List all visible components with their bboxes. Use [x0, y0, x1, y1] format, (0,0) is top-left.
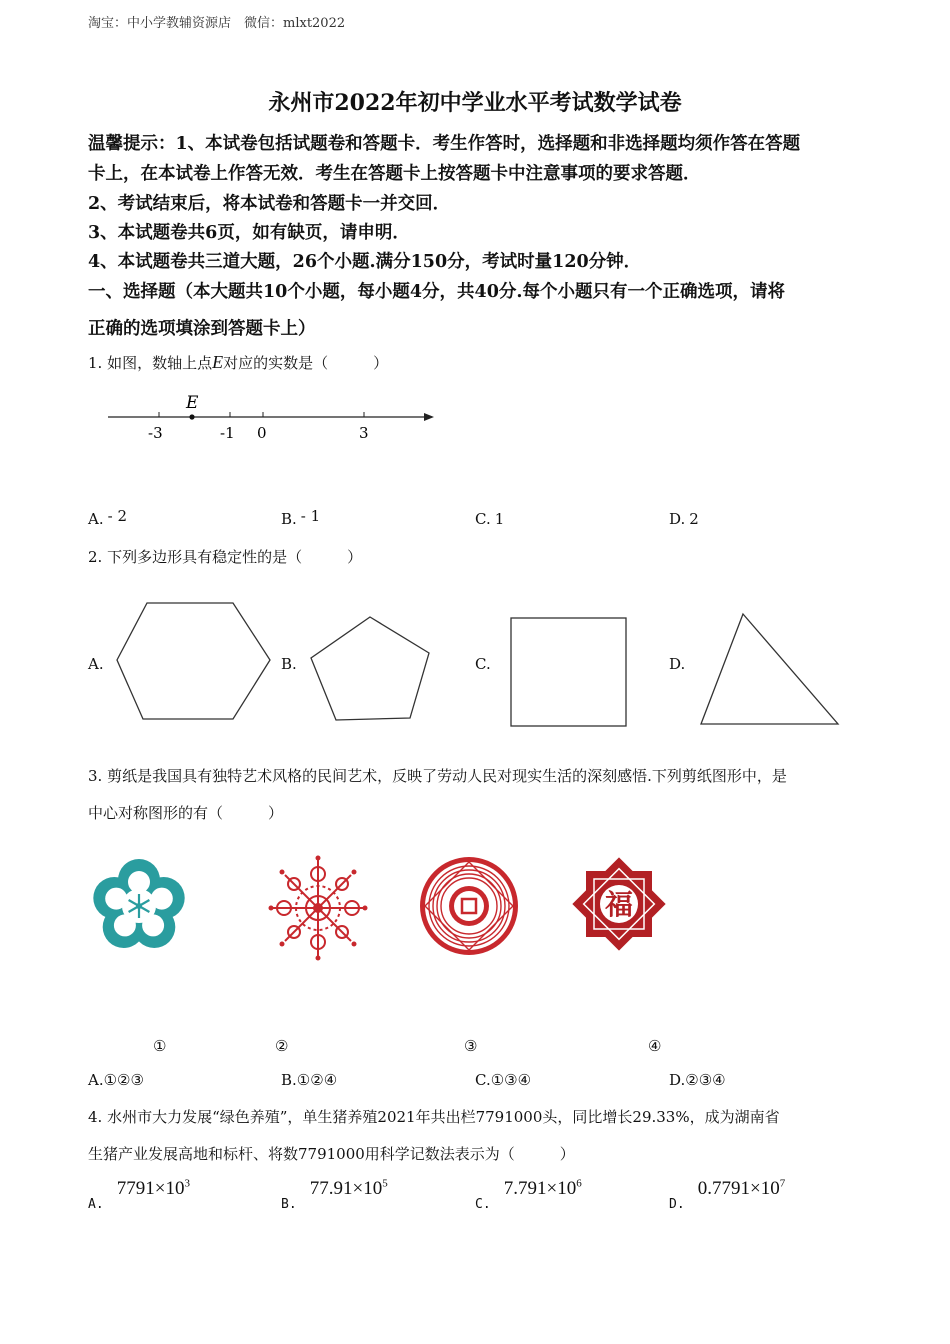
- option-letter: C.: [475, 510, 491, 528]
- q4-option-d[interactable]: [669, 1178, 786, 1213]
- papercut-red-medallion: [417, 854, 521, 958]
- tick-label: -1: [220, 424, 235, 442]
- point-e-label: E: [186, 393, 199, 413]
- option-letter: D.: [669, 1071, 686, 1089]
- option-value: ②③④: [685, 1071, 726, 1089]
- arrow-head-icon: [424, 413, 434, 421]
- q3-option-d[interactable]: [669, 1071, 726, 1089]
- option-value: ①②③: [103, 1071, 144, 1089]
- option-letter: A.: [88, 510, 104, 528]
- option-letter: B.: [281, 510, 297, 528]
- q1-option-d[interactable]: [669, 510, 699, 528]
- tick-label: 0: [257, 424, 267, 442]
- option-value: ①③④: [490, 1071, 532, 1089]
- q4-option-c[interactable]: [475, 1178, 582, 1213]
- notes-line-5: 4、本试题卷共三道大题，26个小题.满分150分，考试时量120分钟．: [88, 252, 642, 272]
- option-letter: B.: [281, 1197, 297, 1213]
- fu-character: 福: [604, 888, 634, 921]
- option-value: $0.7791\times 10^7$: [697, 1178, 786, 1200]
- page-header: 淘宝：中小学教辅资源店 微信：mlxt2022: [88, 16, 346, 31]
- option-value: $77.91\times 10^5$: [309, 1178, 388, 1200]
- q2-option-c-letter[interactable]: C.: [475, 655, 491, 673]
- question-1-stem: [88, 352, 388, 373]
- papercut-plum-blossom: [88, 856, 190, 956]
- notes-line-3: 2、考试结束后，将本试卷和答题卡一并交回．: [88, 194, 451, 214]
- triangle-shape: [701, 614, 838, 724]
- option-value: $7791\times 10^3$: [116, 1178, 190, 1200]
- question-3-stem-line-2: 中心对称图形的有（ ）: [88, 804, 284, 822]
- option-letter: B.: [281, 1071, 297, 1089]
- option-letter: C.: [475, 1071, 491, 1089]
- q4-option-b[interactable]: [281, 1178, 388, 1213]
- q1-option-a[interactable]: [88, 507, 127, 528]
- figure-label-2: ②: [275, 1037, 289, 1055]
- question-4-stem-line-2: 生猪产业发展高地和标杆、将数7791000用科学记数法表示为（ ）: [88, 1145, 575, 1163]
- q2-option-d-letter[interactable]: D.: [669, 655, 686, 673]
- figure-label-3: ③: [464, 1037, 478, 1055]
- q3-option-b[interactable]: [281, 1071, 337, 1089]
- option-value: ①②④: [296, 1071, 338, 1089]
- option-value: 2: [689, 510, 699, 528]
- tick-label: 3: [359, 424, 369, 442]
- option-letter: D.: [669, 1197, 685, 1213]
- q4-option-a[interactable]: [88, 1178, 190, 1213]
- option-value: $7.791\times 10^6$: [503, 1178, 582, 1200]
- number-line-figure: [100, 388, 445, 448]
- option-letter: D.: [669, 510, 686, 528]
- papercut-fu-octagram: [571, 856, 667, 952]
- square-shape: [511, 618, 626, 726]
- polygon-figures: [0, 590, 950, 740]
- q2-option-b-letter[interactable]: B.: [281, 655, 297, 673]
- q2-option-a-letter[interactable]: A.: [88, 655, 104, 673]
- notes-line-1: 温馨提示：1、本试卷包括试题卷和答题卡．考生作答时，选择题和非选择题均须作答在答题: [88, 134, 801, 154]
- point-e-dot: [189, 414, 194, 419]
- question-3-stem-line-1: 3. 剪纸是我国具有独特艺术风格的民间艺术，反映了劳动人民对现实生活的深刻感悟.下列剪纸图形中，是: [88, 767, 787, 785]
- question-4-stem-line-1: 4. 水州市大力发展“绿色养殖”，单生猪养殖2021年共出栏7791000头，同比增长29.33%，成为湖南省: [88, 1108, 780, 1126]
- q1-stem-after: 对应的实数是（ ）: [223, 354, 389, 372]
- pentagon-shape: [311, 617, 429, 720]
- hexagon-shape: [117, 603, 270, 719]
- q1-point-label: E: [212, 352, 224, 372]
- option-letter: A.: [88, 1071, 104, 1089]
- q1-stem-before: 1. 如图，数轴上点: [88, 354, 213, 372]
- option-letter: C.: [475, 1197, 491, 1213]
- papercut-red-snowflake: [266, 853, 370, 963]
- option-value: - 1: [300, 507, 321, 525]
- q3-option-a[interactable]: [88, 1071, 144, 1089]
- q3-option-c[interactable]: [475, 1071, 531, 1089]
- q1-option-c[interactable]: [475, 510, 504, 528]
- question-2-stem: 2. 下列多边形具有稳定性的是（ ）: [88, 548, 363, 566]
- notes-line-2: 卡上，在本试卷上作答无效．考生在答题卡上按答题卡中注意事项的要求答题．: [88, 164, 701, 184]
- option-value: 1: [494, 510, 505, 528]
- section-heading-line-2: 正确的选项填涂到答题卡上）: [88, 319, 316, 339]
- tick-label: -3: [148, 424, 163, 442]
- section-heading-line-1: 一、选择题（本大题共10个小题，每小题4分，共40分.每个小题只有一个正确选项，请将: [88, 282, 785, 302]
- option-value: - 2: [107, 507, 127, 525]
- exam-title: 永州市2022年初中学业水平考试数学试卷: [268, 90, 682, 116]
- figure-label-1: ①: [153, 1037, 167, 1055]
- q1-option-b[interactable]: [281, 507, 321, 528]
- notes-line-4: 3、本试题卷共6页，如有缺页，请申明．: [88, 223, 410, 243]
- option-letter: A.: [88, 1197, 104, 1213]
- figure-label-4: ④: [648, 1037, 662, 1055]
